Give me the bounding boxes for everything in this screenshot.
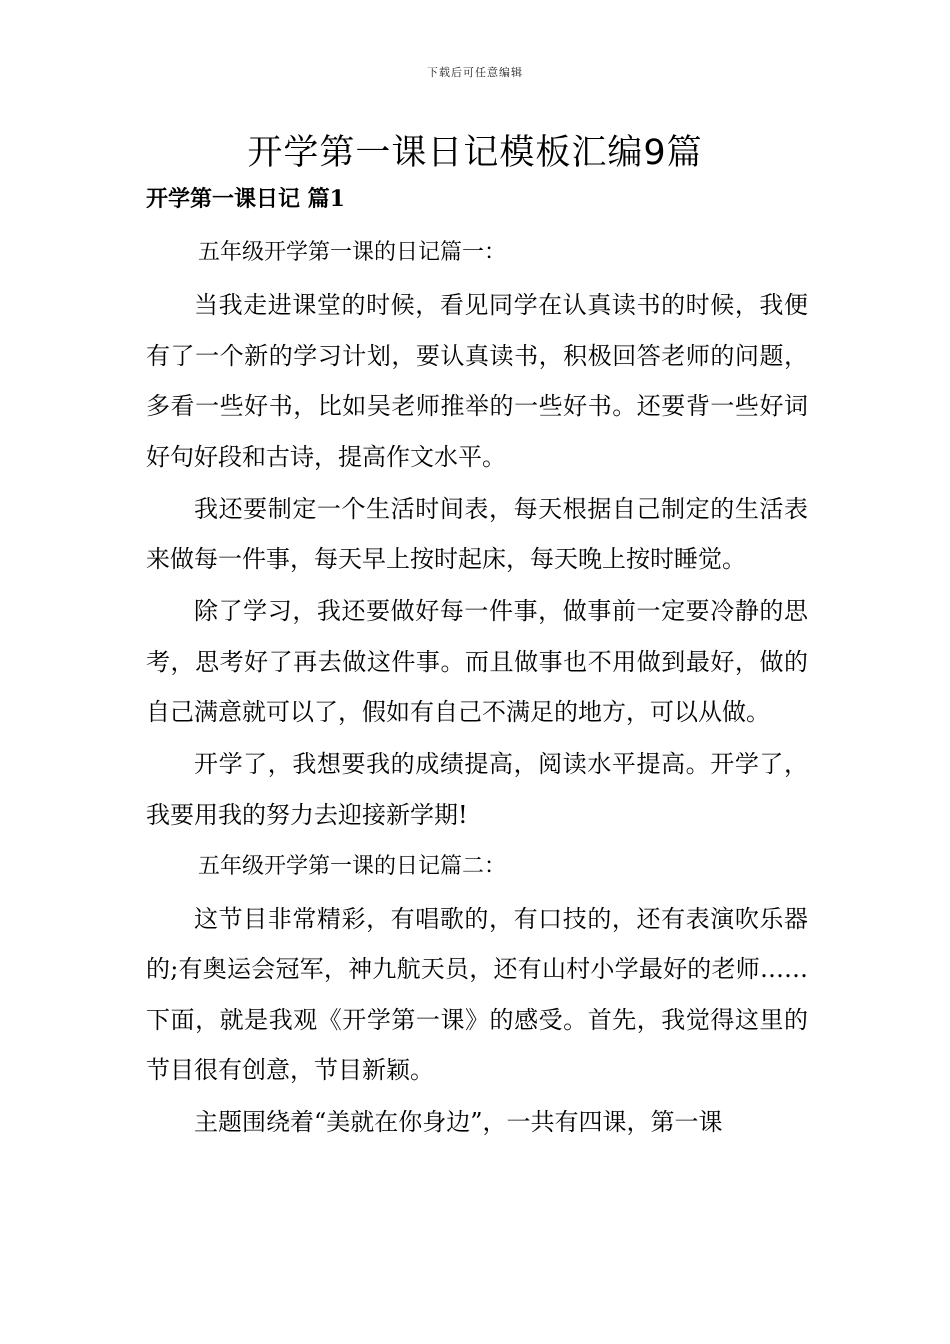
paragraph: 除了学习，我还要做好每一件事，做事前一定要冷静的思考，思考好了再去做这件事。而且做事也不用做到最好，做的自己满意就可以了，假如有自己不满足的地方，可以从做。 — [146, 597, 808, 726]
paragraph: 我还要制定一个生活时间表，每天根据自己制定的生活表来做每一件事，每天早上按时起床，每天晚上按时睡觉。 — [146, 494, 808, 573]
paragraph-subheading: 五年级开学第一课的日记篇二： — [198, 853, 507, 879]
paragraph-subheading: 五年级开学第一课的日记篇一： — [198, 240, 507, 265]
paragraph: 主题围绕着“美就在你身边”，一共有四课，第一课 — [194, 1108, 723, 1136]
paragraph: 开学了，我想要我的成绩提高，阅读水平提高。开学了，我要用我的努力去迎接新学期! — [146, 750, 808, 829]
section-heading: 开学第一课日记 篇1 — [146, 186, 345, 212]
paragraph: 当我走进课堂的时候，看见同学在认真读书的时候，我便有了一个新的学习计划，要认真读书，积极回答老师的问题，多看一些好书，比如吴老师推举的一些好书。还要背一些好词好句好段和古诗，提高作文水平。 — [146, 291, 808, 471]
document-body — [146, 228, 808, 1149]
paragraph: 这节目非常精彩，有唱歌的，有口技的，还有表演吹乐器的;有奥运会冠军，神九航天员，还有山村小学最好的老师……下面，就是我观《开学第一课》的感受。首先，我觉得这里的节目很有创意，节目新颖。 — [146, 904, 808, 1084]
document-title: 开学第一课日记模板汇编9篇 — [247, 133, 703, 173]
header-note: 下载后可任意编辑 — [427, 66, 523, 79]
